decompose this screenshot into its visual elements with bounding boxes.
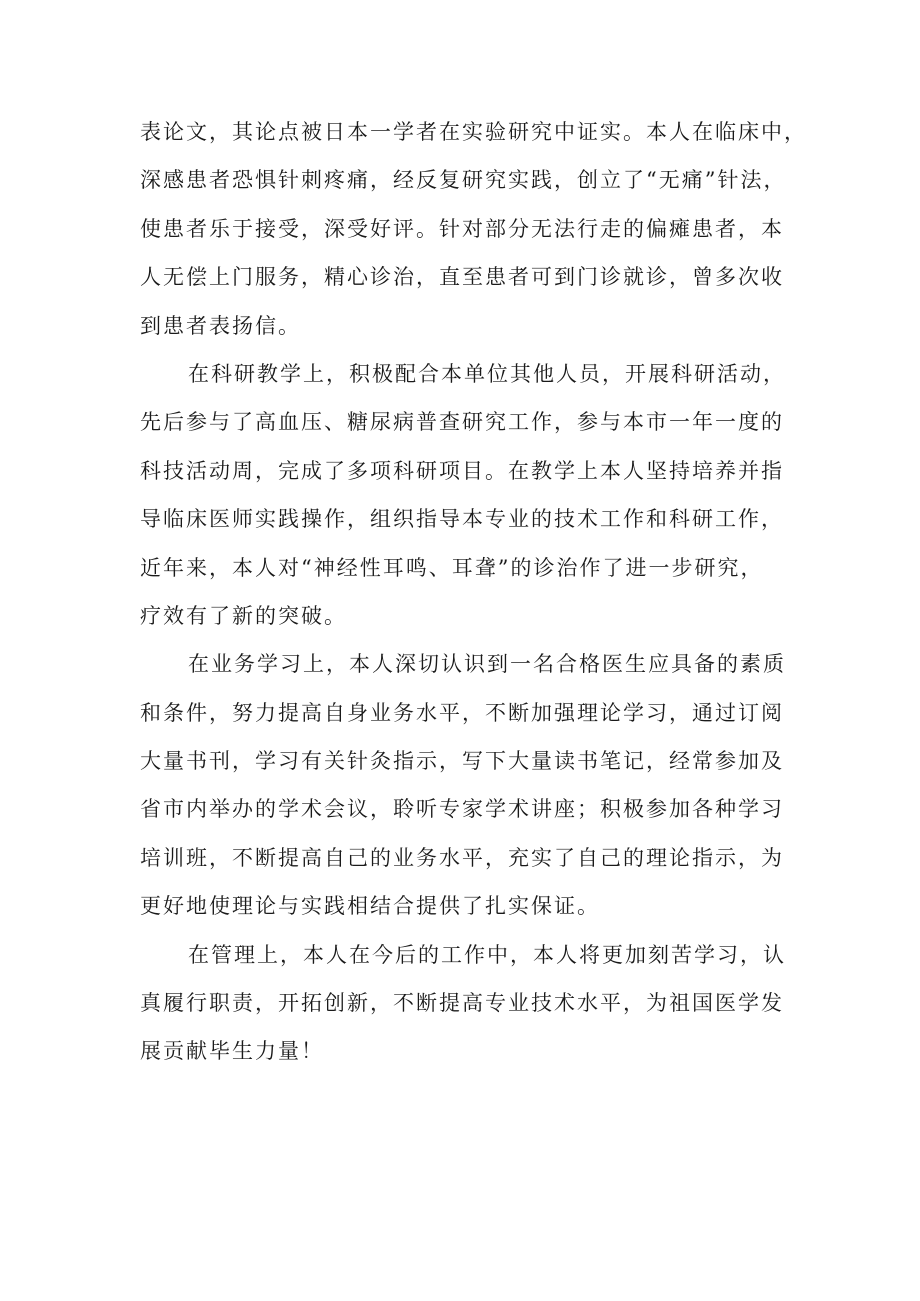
p4-line-3: 展贡献毕生力量！ — [140, 1039, 324, 1064]
p1-line-2: 深感患者恐惧针刺疼痛，经反复研究实践，创立了“无痛”针法， — [140, 168, 787, 193]
p1-line-3: 使患者乐于接受，深受好评。针对部分无法行走的偏瘫患者，本 — [140, 216, 784, 241]
p3-line-2: 和条件，努力提高自身业务水平，不断加强理论学习，通过订阅 — [140, 700, 784, 725]
p3-line-6: 更好地使理论与实践相结合提供了扎实保证。 — [140, 894, 600, 919]
p3-line-5: 培训班，不断提高自己的业务水平，充实了自己的理论指示，为 — [140, 845, 784, 870]
document-body — [140, 108, 820, 1076]
p3-line-4: 省市内举办的学术会议，聆听专家学术讲座；积极参加各种学习 — [140, 797, 784, 822]
p4-line-1: 在管理上，本人在今后的工作中，本人将更加刻苦学习，认 — [188, 942, 786, 967]
p1-line-5: 到患者表扬信。 — [140, 313, 301, 338]
p1-line-1: 表论文，其论点被日本一学者在实验研究中证实。本人在临床中， — [140, 120, 807, 144]
p1-line-4: 人无偿上门服务，精心诊治，直至患者可到门诊就诊，曾多次收 — [140, 265, 784, 290]
p2-line-4: 导临床医师实践操作，组织指导本专业的技术工作和科研工作， — [140, 507, 784, 532]
p3-line-1: 在业务学习上，本人深切认识到一名合格医生应具备的素质 — [188, 652, 786, 677]
p2-line-5: 近年来，本人对“神经性耳鸣、耳聋”的诊治作了进一步研究， — [140, 555, 764, 580]
p4-line-2: 真履行职责，开拓创新，不断提高专业技术水平，为祖国医学发 — [140, 991, 784, 1016]
p2-line-2: 先后参与了高血压、糖尿病普查研究工作，参与本市一年一度的 — [140, 410, 784, 435]
p2-line-3: 科技活动周，完成了多项科研项目。在教学上本人坚持培养并指 — [140, 458, 784, 483]
p2-line-6: 疗效有了新的突破。 — [140, 603, 347, 628]
p2-line-1: 在科研教学上，积极配合本单位其他人员，开展科研活动， — [188, 361, 786, 386]
p3-line-3: 大量书刊，学习有关针灸指示，写下大量读书笔记，经常参加及 — [140, 749, 784, 774]
